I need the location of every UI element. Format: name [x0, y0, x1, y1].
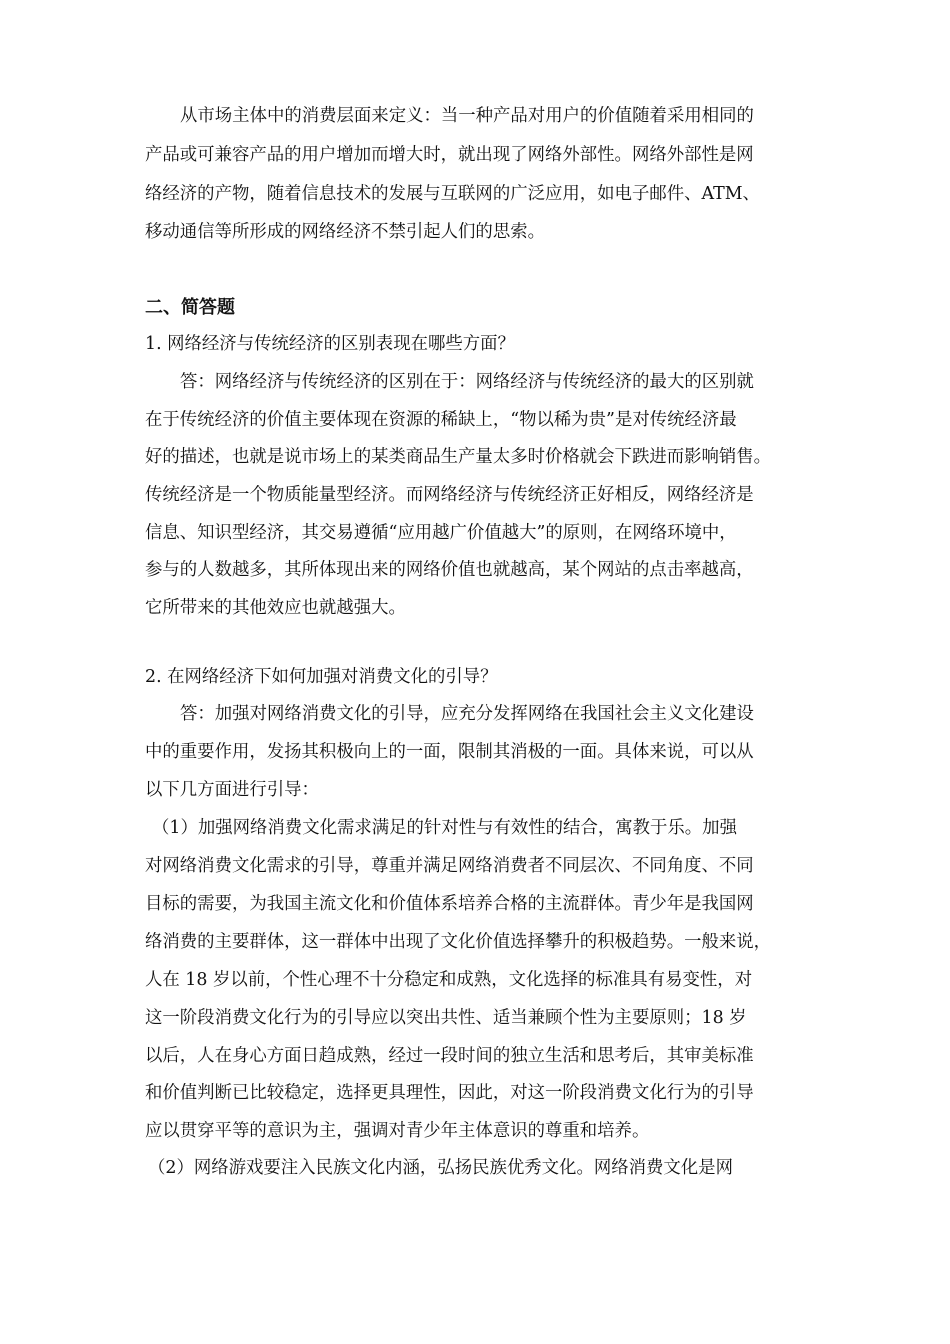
- q2-answer-line-1: 答：加强对网络消费文化的引导，应充分发挥网络在我国社会主义文化建设: [180, 704, 754, 724]
- q1-answer-line-1: 答：网络经济与传统经济的区别在于：网络经济与传统经济的最大的区别就: [180, 372, 754, 392]
- q2-point2-line-1: （2）网络游戏要注入民族文化内涵，弘扬民族优秀文化。网络消费文化是网: [148, 1158, 733, 1178]
- q2-answer-line-2: 中的重要作用，发扬其积极向上的一面，限制其消极的一面。具体来说，可以从: [145, 742, 754, 762]
- q2-point1-line-2: 对网络消费文化需求的引导，尊重并满足网络消费者不同层次、不同角度、不同: [145, 856, 754, 876]
- intro-line-2: 产品或可兼容产品的用户增加而增大时，就出现了网络外部性。网络外部性是网: [145, 145, 754, 165]
- intro-line-1: 从市场主体中的消费层面来定义：当一种产品对用户的价值随着采用相同的: [180, 106, 754, 126]
- q2-point1-line-8: 和价值判断已比较稳定，选择更具理性，因此，对这一阶段消费文化行为的引导: [145, 1083, 754, 1103]
- q1-answer-line-3: 好的描述，也就是说市场上的某类商品生产量太多时价格就会下跌进而影响销售。: [145, 447, 772, 467]
- q2-point1-line-9: 应以贯穿平等的意识为主，强调对青少年主体意识的尊重和培养。: [145, 1121, 650, 1141]
- section-heading: 二、简答题: [145, 297, 235, 318]
- q1-answer-line-5: 信息、知识型经济，其交易遵循“应用越广价值越大”的原则，在网络环境中，: [145, 523, 737, 543]
- question1-title: 1. 网络经济与传统经济的区别表现在哪些方面？: [145, 334, 515, 354]
- q2-point1-line-5: 人在 18 岁以前，个性心理不十分稳定和成熟，文化选择的标准具有易变性，对: [145, 970, 753, 990]
- q2-point1-line-4: 络消费的主要群体，这一群体中出现了文化价值选择攀升的积极趋势。一般来说，: [145, 932, 772, 952]
- intro-line-4: 移动通信等所形成的网络经济不禁引起人们的思索。: [145, 222, 545, 242]
- q1-answer-line-4: 传统经济是一个物质能量型经济。而网络经济与传统经济正好相反，网络经济是: [145, 485, 754, 505]
- q2-answer-line-3: 以下几方面进行引导：: [145, 780, 319, 800]
- question2-title: 2. 在网络经济下如何加强对消费文化的引导？: [145, 667, 498, 687]
- intro-line-3: 络经济的产物，随着信息技术的发展与互联网的广泛应用，如电子邮件、ATM、: [145, 184, 760, 204]
- q2-point1-line-3: 目标的需要，为我国主流文化和价值体系培养合格的主流群体。青少年是我国网: [145, 894, 754, 914]
- q1-answer-line-7: 它所带来的其他效应也就越强大。: [145, 598, 406, 618]
- q2-point1-line-6: 这一阶段消费文化行为的引导应以突出共性、适当兼顾个性为主要原则；18 岁: [145, 1008, 747, 1028]
- q2-point1-line-7: 以后，人在身心方面日趋成熟，经过一段时间的独立生活和思考后，其审美标准: [145, 1046, 754, 1066]
- q2-point1-line-1: （1）加强网络消费文化需求满足的针对性与有效性的结合，寓教于乐。加强: [152, 818, 737, 838]
- q1-answer-line-6: 参与的人数越多，其所体现出来的网络价值也就越高，某个网站的点击率越高，: [145, 560, 754, 580]
- q1-answer-line-2: 在于传统经济的价值主要体现在资源的稀缺上，“物以稀为贵”是对传统经济最: [145, 410, 737, 430]
